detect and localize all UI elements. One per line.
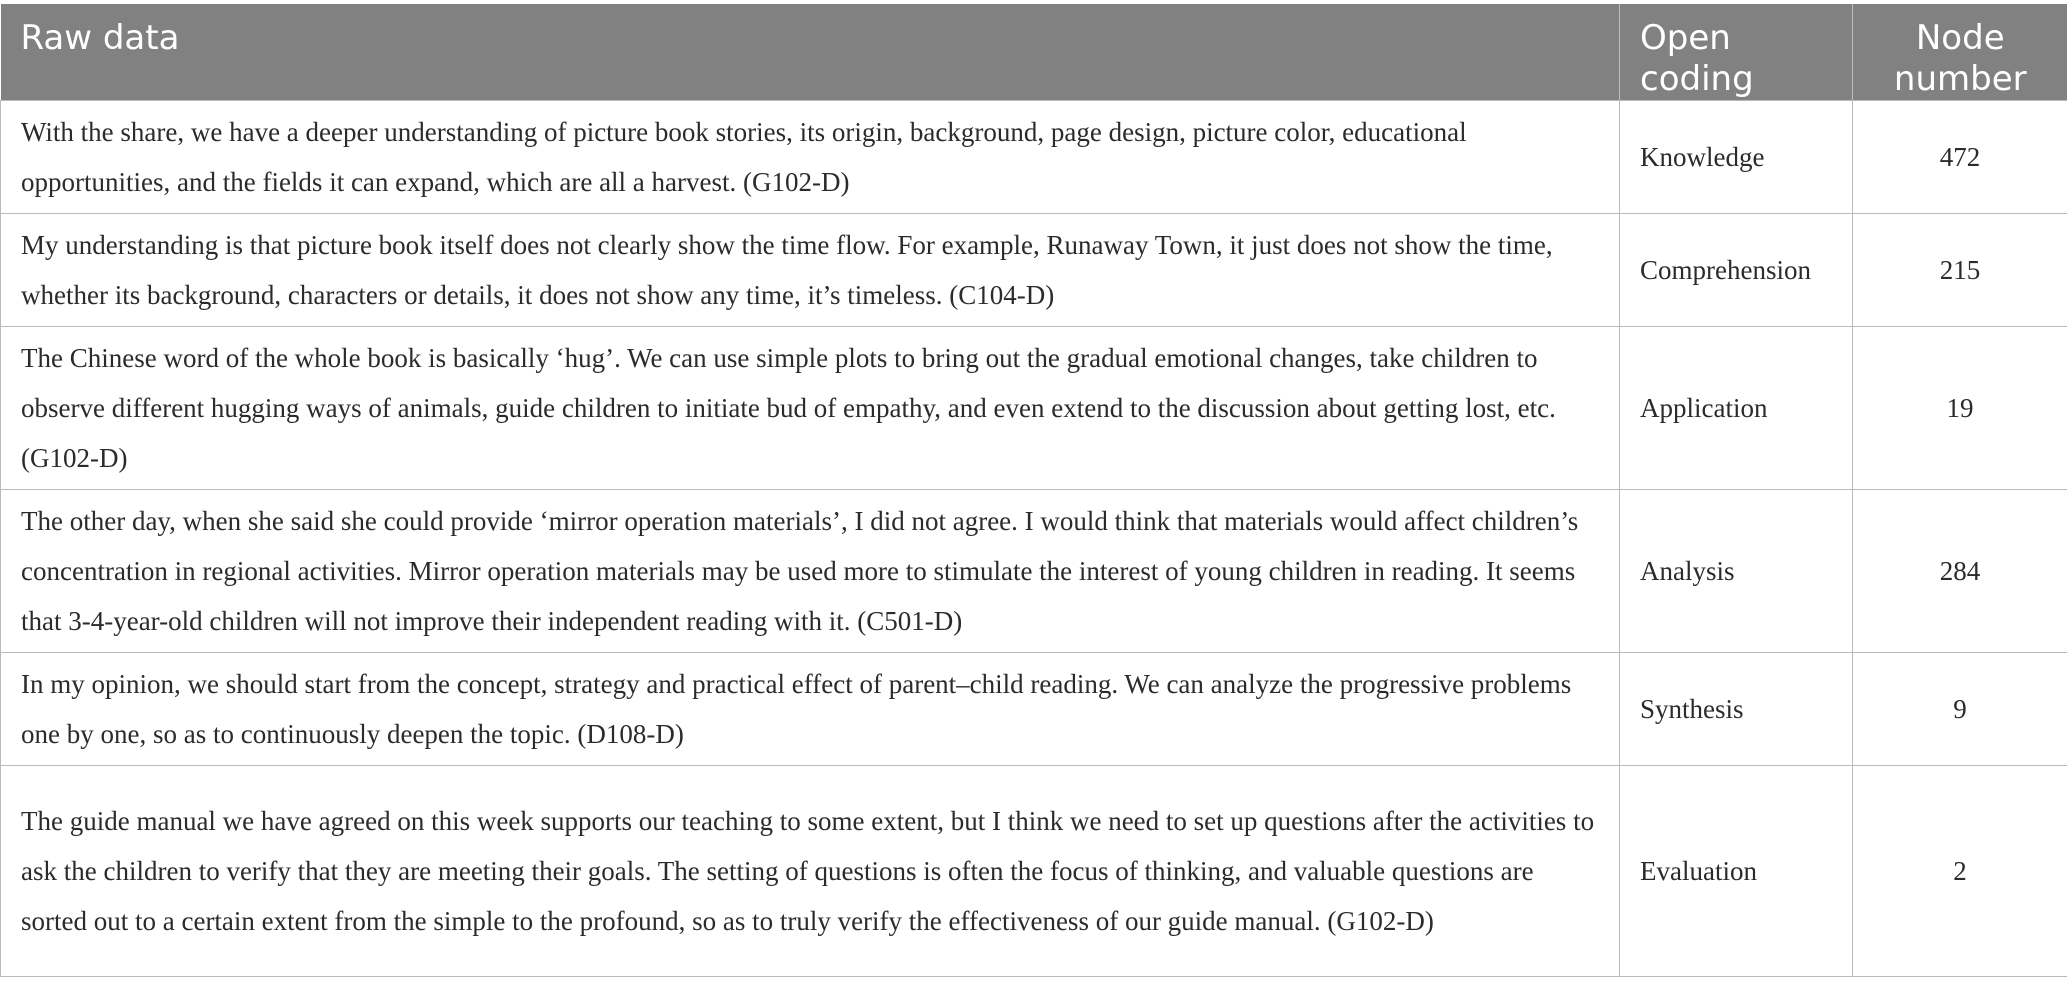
header-raw-data: Raw data — [1, 4, 1620, 101]
coding-table-container — [0, 4, 2067, 977]
header-row — [1, 4, 2067, 101]
header-open-coding: Open coding — [1620, 4, 1853, 101]
open-coding-cell: Analysis — [1620, 490, 1853, 653]
raw-data-cell: With the share, we have a deeper understanding of picture book stories, its origin, background, page design, picture color, educational opportunities, and the fields it can expand, which are all a harvest. (G102-D) — [1, 101, 1620, 214]
table-header — [1, 4, 2067, 101]
table-row — [1, 653, 2067, 766]
table-row — [1, 101, 2067, 214]
node-number-cell: 284 — [1853, 490, 2067, 653]
node-number-cell: 9 — [1853, 653, 2067, 766]
raw-data-cell: In my opinion, we should start from the concept, strategy and practical effect of parent–child reading. We can analyze the progressive problems one by one, so as to continuously deepen the topic. (D108-D) — [1, 653, 1620, 766]
table-body — [1, 101, 2067, 977]
raw-data-cell: The other day, when she said she could provide ‘mirror operation materials’, I did not agree. I would think that materials would affect children’s concentration in regional activities. Mirror operation materials may be used more to stimulate the interest of young children in reading. It seems that 3-4-year-old children will not improve their independent reading with it. (C501-D) — [1, 490, 1620, 653]
node-number-cell: 215 — [1853, 214, 2067, 327]
raw-data-cell: The guide manual we have agreed on this week supports our teaching to some extent, but I think we need to set up questions after the activities to ask the children to verify that they are meeting their goals. The setting of questions is often the focus of thinking, and valuable questions are sorted out to a certain extent from the simple to the profound, so as to truly verify the effectiveness of our guide manual. (G102-D) — [1, 766, 1620, 977]
table-row — [1, 327, 2067, 490]
node-number-cell: 2 — [1853, 766, 2067, 977]
table-row — [1, 766, 2067, 977]
table-row — [1, 490, 2067, 653]
node-number-cell: 19 — [1853, 327, 2067, 490]
open-coding-cell: Evaluation — [1620, 766, 1853, 977]
open-coding-cell: Application — [1620, 327, 1853, 490]
open-coding-cell: Comprehension — [1620, 214, 1853, 327]
open-coding-cell: Knowledge — [1620, 101, 1853, 214]
header-node-number: Node number — [1853, 4, 2067, 101]
coding-table — [0, 4, 2067, 977]
table-row — [1, 214, 2067, 327]
raw-data-cell: My understanding is that picture book itself does not clearly show the time flow. For example, Runaway Town, it just does not show the time, whether its background, characters or details, it does not show any time, it’s timeless. (C104-D) — [1, 214, 1620, 327]
node-number-cell: 472 — [1853, 101, 2067, 214]
open-coding-cell: Synthesis — [1620, 653, 1853, 766]
raw-data-cell: The Chinese word of the whole book is basically ‘hug’. We can use simple plots to bring out the gradual emotional changes, take children to observe different hugging ways of animals, guide children to initiate bud of empathy, and even extend to the discussion about getting lost, etc. (G102-D) — [1, 327, 1620, 490]
